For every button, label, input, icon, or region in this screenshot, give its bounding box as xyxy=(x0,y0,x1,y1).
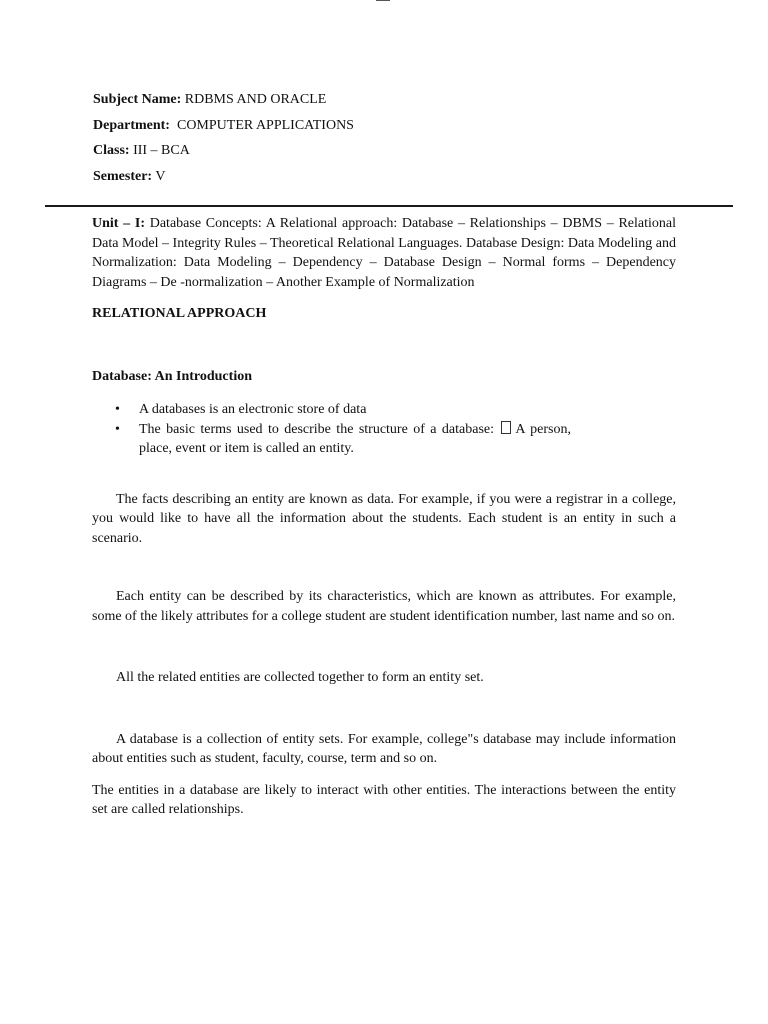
bullet-marker: • xyxy=(115,421,120,437)
bullet-text-after: A person, place, event or item is called an entity. xyxy=(139,421,571,456)
horizontal-divider xyxy=(45,205,733,207)
subject-row xyxy=(93,90,354,116)
department-label: Department: xyxy=(93,117,170,133)
department-row xyxy=(93,116,354,142)
unit-label: Unit – I: xyxy=(92,216,146,231)
semester-value: V xyxy=(152,168,166,184)
list-item xyxy=(92,400,571,420)
document-body xyxy=(92,214,676,820)
paragraph-entity-set: All the related entities are collected together to form an entity set. xyxy=(116,670,484,685)
semester-row xyxy=(93,167,354,193)
subject-value: RDBMS AND ORACLE xyxy=(181,92,327,107)
subject-label: Subject Name: xyxy=(93,92,182,107)
missing-glyph-icon xyxy=(501,421,511,434)
paragraph-database-collection: A database is a collection of entity sets. For example, college"s database may include information about entities such as student, faculty, course, term and so on. xyxy=(92,731,676,766)
class-row xyxy=(93,141,354,167)
list-item xyxy=(92,420,571,459)
bullet-text: A databases is an electronic store of data xyxy=(139,402,367,417)
top-page-mark xyxy=(376,0,390,1)
class-value: III – BCA xyxy=(129,143,190,158)
heading-database-intro: Database: An Introduction xyxy=(92,368,252,384)
unit-text: Database Concepts: A Relational approach: Database – Relationships – DBMS – Relational Data Model – Integrity Rules – Theoretical Relational Languages. Database Design: Data Modeling and Normalization: Data Modeling – Dependency – Database Design – Normal forms – Dependency Diagrams – De -normalization – Another Example of Normalization xyxy=(92,216,677,290)
heading-relational-approach: RELATIONAL APPROACH xyxy=(92,306,267,321)
paragraph-relationships: The entities in a database are likely to interact with other entities. The interactions between the entity set are called relationships. xyxy=(92,782,676,817)
class-label: Class: xyxy=(93,143,130,158)
course-info xyxy=(93,90,354,192)
department-value: COMPUTER APPLICATIONS xyxy=(169,117,354,133)
bullet-text-before: The basic terms used to describe the structure of a database: xyxy=(139,421,494,437)
semester-label: Semester: xyxy=(93,168,153,184)
unit-syllabus xyxy=(92,214,676,292)
paragraph-attributes: Each entity can be described by its characteristics, which are known as attributes. For example, some of the likely attributes for a college student are student identification number, last name and so on. xyxy=(92,589,676,624)
intro-bullet-list xyxy=(92,400,676,459)
paragraph-entity-data: The facts describing an entity are known as data. For example, if you were a registrar in a college, you would like to have all the information about the students. Each student is an entity in such a scenario. xyxy=(92,491,676,546)
bullet-marker: • xyxy=(115,402,120,417)
